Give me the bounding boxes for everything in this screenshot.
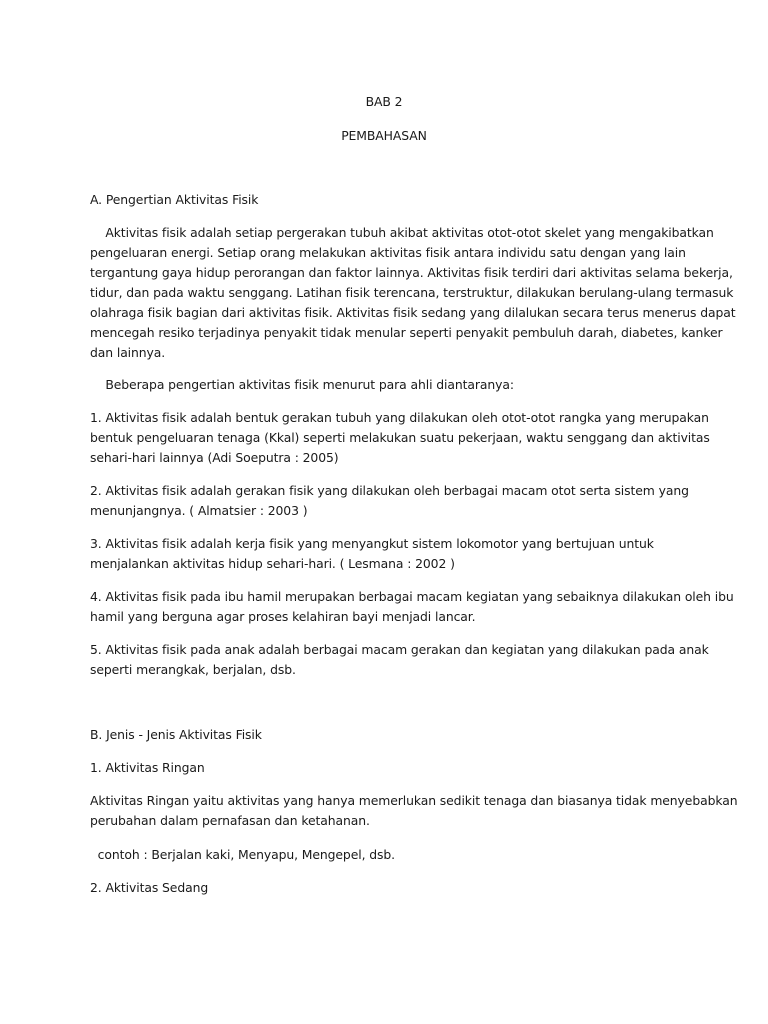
list-item-line: 2. Aktivitas fisik adalah gerakan fisik yang dilakukan oleh berbagai macam otot serta sistem yang bbox=[90, 483, 689, 498]
paragraph-line: tergantung gaya hidup perorangan dan faktor lainnya. Aktivitas fisik terdiri dari aktivitas selama bekerja, bbox=[90, 265, 733, 280]
chapter-title: PEMBAHASAN bbox=[341, 128, 427, 143]
list-item-line: seperti merangkak, berjalan, dsb. bbox=[90, 662, 296, 677]
section-b-heading: B. Jenis - Jenis Aktivitas Fisik bbox=[90, 727, 262, 742]
section-a-heading: A. Pengertian Aktivitas Fisik bbox=[90, 192, 259, 207]
paragraph-line: pengeluaran energi. Setiap orang melakukan aktivitas fisik antara individu satu dengan yang lain bbox=[90, 245, 686, 260]
list-item-line: menunjangnya. ( Almatsier : 2003 ) bbox=[90, 503, 308, 518]
list-item-line: 3. Aktivitas fisik adalah kerja fisik yang menyangkut sistem lokomotor yang bertujuan untuk bbox=[90, 536, 654, 551]
list-item-line: menjalankan aktivitas hidup sehari-hari. ( Lesmana : 2002 ) bbox=[90, 556, 455, 571]
paragraph-line: Aktivitas Ringan yaitu aktivitas yang hanya memerlukan sedikit tenaga dan biasanya tidak menyebabkan bbox=[90, 793, 738, 808]
paragraph-line: olahraga fisik bagian dari aktivitas fisik. Aktivitas fisik sedang yang dilalukan secara terus menerus dapat bbox=[90, 305, 736, 320]
subsection-1-example: contoh : Berjalan kaki, Menyapu, Mengepel, dsb. bbox=[90, 847, 395, 862]
paragraph-line: mencegah resiko terjadinya penyakit tidak menular seperti penyakit pembuluh darah, diabetes, kanker bbox=[90, 325, 723, 340]
list-item-line: 4. Aktivitas fisik pada ibu hamil merupakan berbagai macam kegiatan yang sebaiknya dilakukan oleh ibu bbox=[90, 589, 734, 604]
list-item-line: 1. Aktivitas fisik adalah bentuk gerakan tubuh yang dilakukan oleh otot-otot rangka yang merupakan bbox=[90, 410, 709, 425]
paragraph-line: tidur, dan pada waktu senggang. Latihan fisik terencana, terstruktur, dilakukan berulang-ulang termasuk bbox=[90, 285, 734, 300]
paragraph-line: perubahan dalam pernafasan dan ketahanan. bbox=[90, 813, 370, 828]
list-item-line: bentuk pengeluaran tenaga (Kkal) seperti melakukan suatu pekerjaan, waktu senggang dan aktivitas bbox=[90, 430, 710, 445]
list-item-line: 5. Aktivitas fisik pada anak adalah berbagai macam gerakan dan kegiatan yang dilakukan pada anak bbox=[90, 642, 709, 657]
list-item-line: hamil yang berguna agar proses kelahiran bayi menjadi lancar. bbox=[90, 609, 476, 624]
paragraph-line: Aktivitas fisik adalah setiap pergerakan tubuh akibat aktivitas otot-otot skelet yang mengakibatkan bbox=[90, 225, 714, 240]
subsection-heading-2: 2. Aktivitas Sedang bbox=[90, 880, 209, 895]
list-item-line: sehari-hari lainnya (Adi Soeputra : 2005) bbox=[90, 450, 339, 465]
subsection-heading-1: 1. Aktivitas Ringan bbox=[90, 760, 205, 775]
chapter-label: BAB 2 bbox=[365, 94, 403, 109]
paragraph-line: dan lainnya. bbox=[90, 345, 166, 360]
definitions-intro: Beberapa pengertian aktivitas fisik menurut para ahli diantaranya: bbox=[90, 377, 514, 392]
